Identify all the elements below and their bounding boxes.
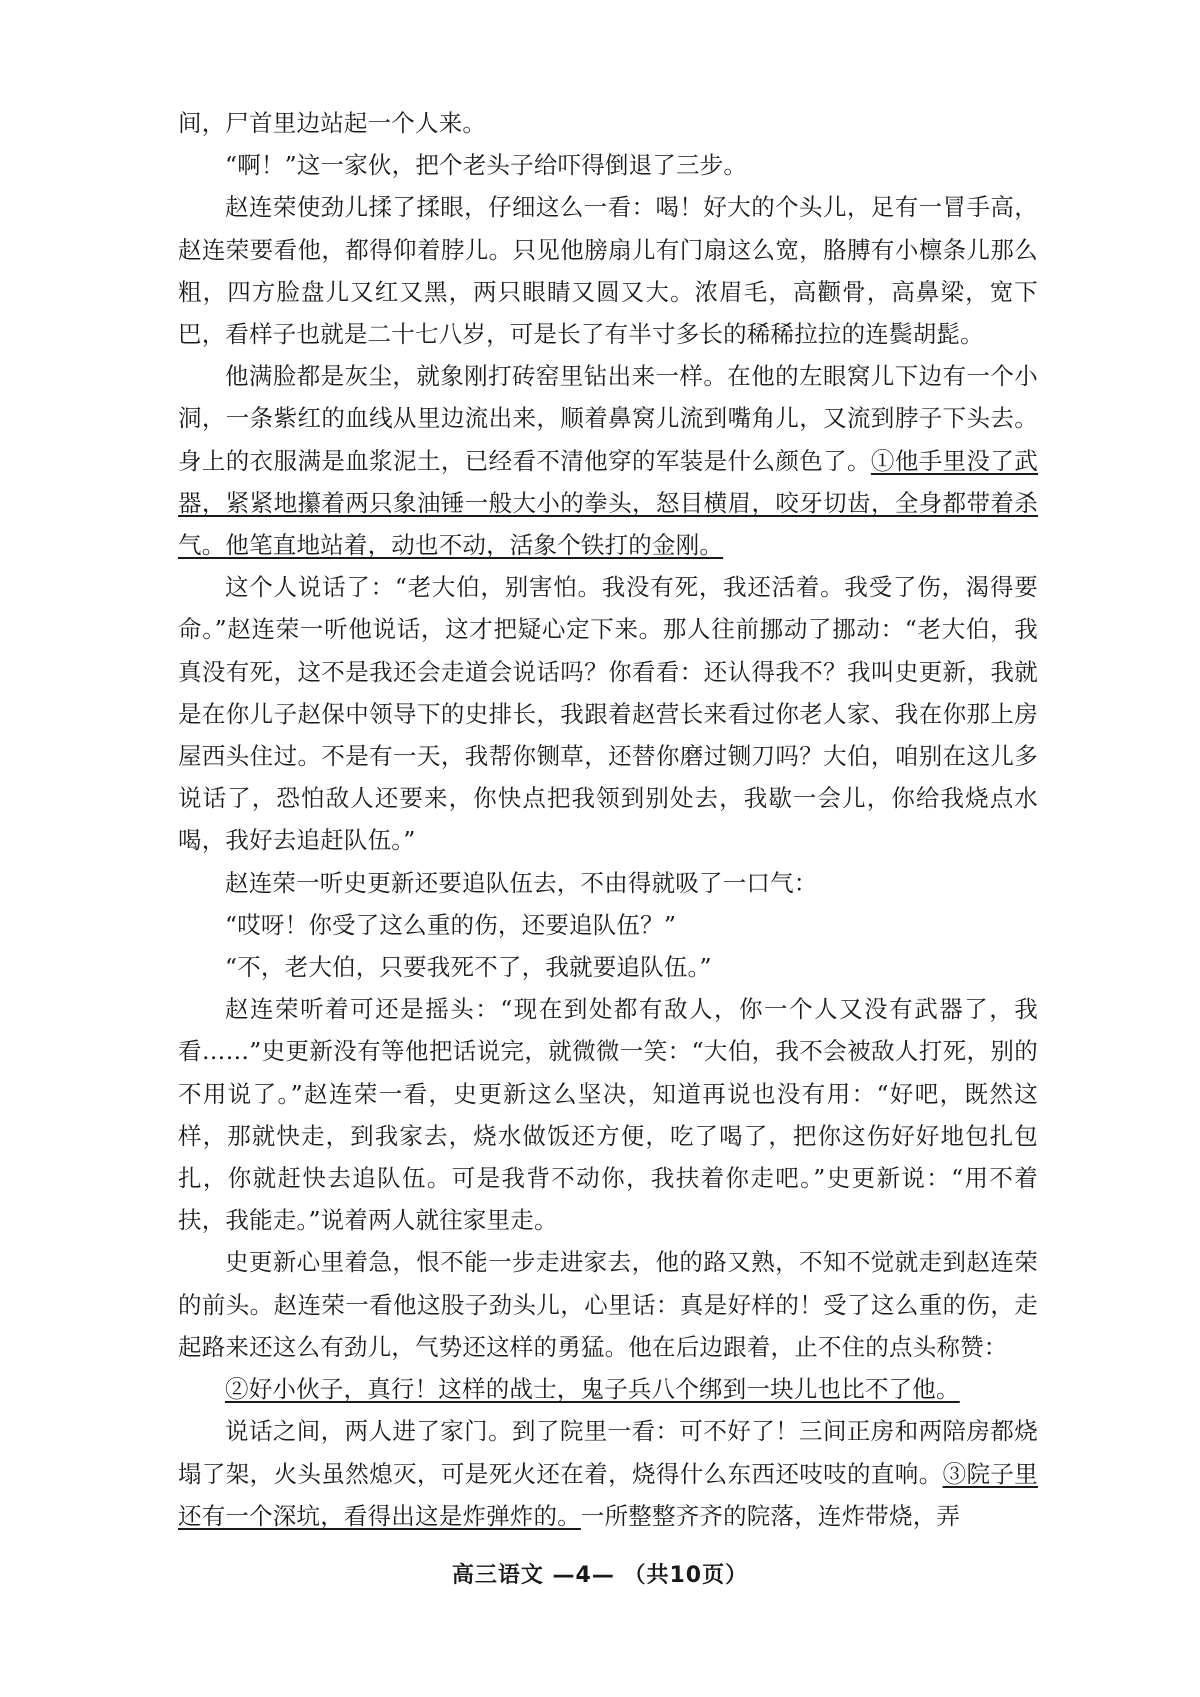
paragraph xyxy=(178,946,1038,988)
paragraph xyxy=(178,988,1038,1241)
text-segment: 赵连荣使劲儿揉了揉眼，仔细这么一看：喝！好大的个头儿，足有一冒手高，赵连荣要看他，都得仰着脖儿。只见他膀扇儿有门扇这么宽，胳膊有小檩条儿那么粗，四方脸盘儿又红又黑，两只眼睛又圆又大。浓眉毛，高颧骨，高鼻梁，宽下巴，看样子也就是二十七八岁，可是长了有半寸多长的稀稀拉拉的连鬓胡髭。 xyxy=(178,193,1038,349)
paragraph xyxy=(178,1241,1038,1368)
text-segment: 间，尸首里边站起一个人来。 xyxy=(178,109,487,137)
reading-passage xyxy=(178,102,1038,1537)
paragraph xyxy=(178,355,1038,566)
text-segment: 他满脸都是灰尘，就象刚打砖窑里钻出来一样。在他的左眼窝儿下边有一个小洞，一条紫红的血线从里边流出来，顺着鼻窝儿流到嘴角儿，又流到脖子下头去。身上的衣服满是血浆泥土，已经看不清他穿的军装是什么颜色了。 xyxy=(178,362,1038,475)
paragraph xyxy=(178,186,1038,355)
text-segment: 赵连荣听着可还是摇头：“现在到处都有敌人，你一个人又没有武器了，我看……”史更新没有等他把话说完，就微微一笑：“大伯，我不会被敌人打死，别的不用说了。”赵连荣一看，史更新这么坚决，知道再说也没有用：“好吧，既然这样，那就快走，到我家去，烧水做饭还方便，吃了喝了，把你这伤好好地包扎包扎，你就赶快去追队伍。可是我背不动你，我扶着你走吧。”史更新说：“用不着扶，我能走。”说着两人就往家里走。 xyxy=(178,995,1038,1235)
text-segment: 说话之间，两人进了家门。到了院里一看：可不好了！三间正房和两陪房都烧塌了架，火头虽然熄灭，可是死火还在着，烧得什么东西还吱吱的直响。 xyxy=(178,1417,1038,1488)
paragraph xyxy=(178,862,1038,904)
underlined-sentence: ①他手里没了武器，紧紧地攥着两只象油锤一般大小的拳头，怒目横眉，咬牙切齿，全身都带着杀气。他笔直地站着，动也不动，活象个铁打的金刚。 xyxy=(178,446,1038,560)
underlined-sentence: ③院子里还有一个深坑，看得出这是炸弹炸的。 xyxy=(178,1459,1038,1530)
text-segment: 这个人说话了：“老大伯，别害怕。我没有死，我还活着。我受了伤，渴得要命。”赵连荣一听他说话，这才把疑心定下来。那人往前挪动了挪动：“老大伯，我真没有死，这不是我还会走道会说话吗？你看看：还认得我不？我叫史更新，我就是在你儿子赵保中领导下的史排长，我跟着赵营长来看过你老人家、我在你那上房屋西头住过。不是有一天，我帮你铡草，还替你磨过铡刀吗？大伯，咱别在这儿多说话了，恐怕敌人还要来，你快点把我领到别处去，我歇一会儿，你给我烧点水喝，我好去追赶队伍。” xyxy=(178,573,1038,855)
text-segment: 史更新心里着急，恨不能一步走进家去，他的路又熟，不知不觉就走到赵连荣的前头。赵连荣一看他这股子劲头儿，心里话：真是好样的！受了这么重的伤，走起路来还这么有劲儿，气势还这样的勇猛。他在后边跟着，止不住的点头称赞： xyxy=(178,1248,1038,1361)
text-segment: 赵连荣一听史更新还要追队伍去，不由得就吸了一口气： xyxy=(225,868,818,897)
text-segment: “哎呀！你受了这么重的伤，还要追队伍？” xyxy=(225,910,677,939)
text-segment: “啊！”这一家伙，把个老头子给吓得倒退了三步。 xyxy=(225,151,748,180)
paragraph xyxy=(178,566,1038,861)
paragraph xyxy=(178,904,1038,946)
paragraph xyxy=(178,102,1038,144)
page-footer: 高三语文 —4— （共10页） xyxy=(451,1563,749,1588)
underlined-sentence: ②好小伙子，真行！这样的战士，鬼子兵八个绑到一块儿也比不了他。 xyxy=(225,1375,960,1404)
paragraph xyxy=(178,1368,1038,1410)
paragraph xyxy=(178,144,1038,186)
text-segment: “不，老大伯，只要我死不了，我就要追队伍。” xyxy=(225,953,712,982)
paragraph xyxy=(178,1410,1038,1537)
text-segment: 一所整整齐齐的院落，连炸带烧，弄 xyxy=(580,1501,961,1530)
